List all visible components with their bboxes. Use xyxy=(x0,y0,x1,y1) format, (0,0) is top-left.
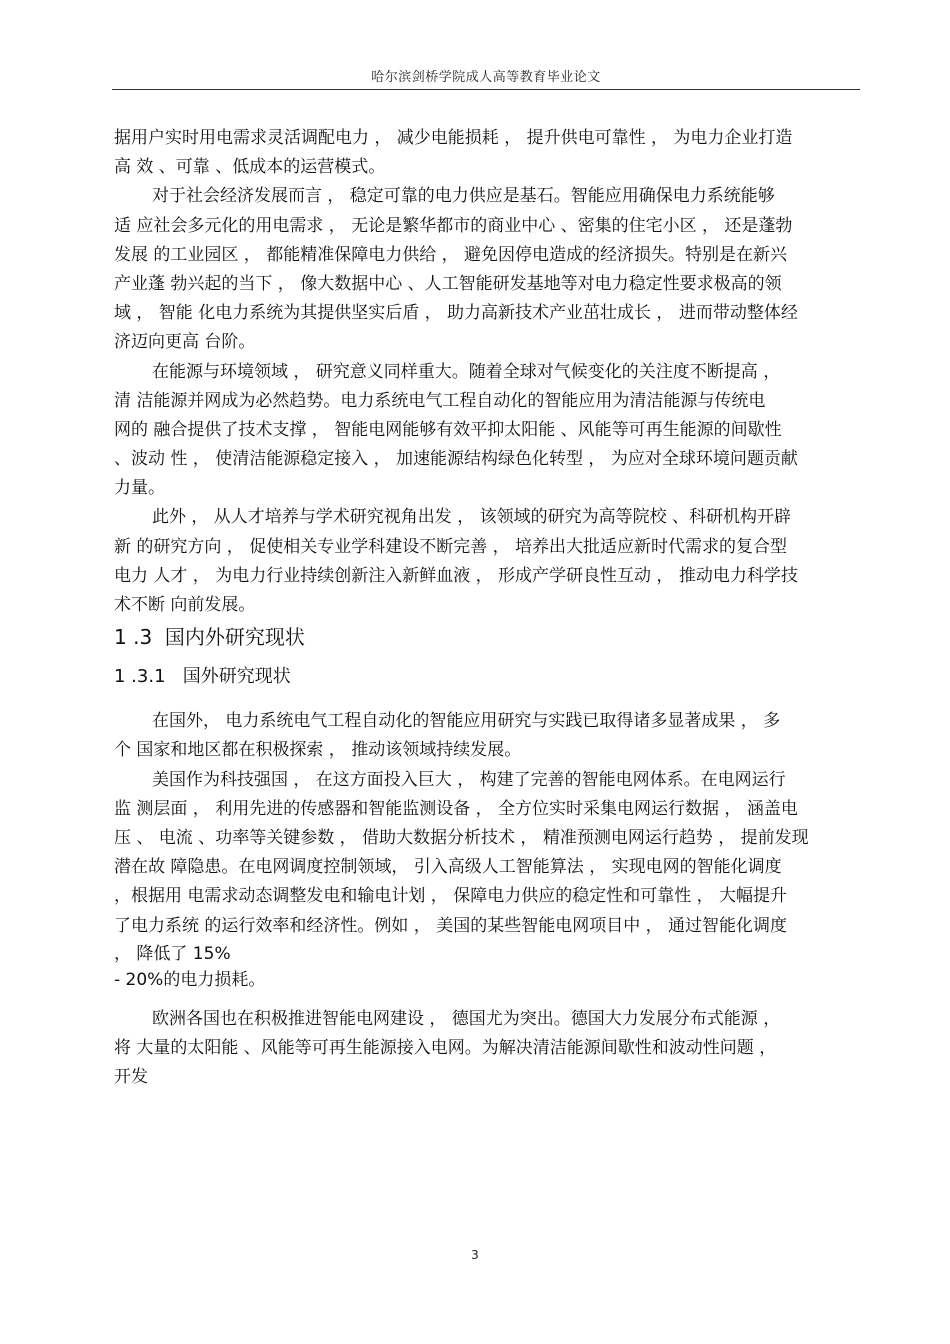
text-line: 将 大量的太阳能 、风能等可再生能源接入电网。为解决清洁能源间歇性和波动性问题 ， xyxy=(114,1037,777,1058)
body-text xyxy=(114,124,860,1092)
section-title: 国内外研究现状 xyxy=(164,625,305,650)
text-line: 济迈向更高 台阶。 xyxy=(114,332,256,353)
paragraph xyxy=(114,766,860,993)
text-line: 潜在故 障隐患。在电网调度控制领域， 引入高级人工智能算法 ， 实现电网的智能化调度 xyxy=(114,857,782,878)
text-line: 适 应社会多元化的用电需求 ， 无论是繁华都市的商业中心 、密集的住宅小区 ， 还是蓬勃 xyxy=(114,215,793,236)
paragraph xyxy=(114,503,860,620)
text-line: 术不断 向前发展。 xyxy=(114,595,256,615)
text-line: 美国作为科技强国 ， 在这方面投入巨大 ， 构建了完善的智能电网体系。在电网运行 xyxy=(152,769,786,790)
text-line: 开发 xyxy=(114,1067,148,1088)
paragraph xyxy=(114,124,860,182)
page-number: 3 xyxy=(471,1248,479,1262)
text-line: 了电力系统 的运行效率和经济性。例如 ， 美国的某些智能电网项目中 ， 通过智能化调度 xyxy=(114,915,788,936)
text-line: 压 、 电流 、功率等关键参数 ， 借助大数据分析技术 ， 精准预测电网运行趋势 ， 提前发现 xyxy=(114,827,809,848)
text-line: 发展 的工业园区 ， 都能精准保障电力供给 ， 避免因停电造成的经济损失。特别是在新兴 xyxy=(114,244,788,265)
text-line: - 20%的电力损耗。 xyxy=(114,969,266,990)
text-line: 个 国家和地区都在积极探索 ， 推动该领域持续发展。 xyxy=(114,740,522,761)
text-line: 力量。 xyxy=(114,478,165,499)
section-heading xyxy=(114,620,860,655)
paragraph xyxy=(114,182,860,357)
text-line: 域 ， 智能 化电力系统为其提供坚实后盾 ， 助力高新技术产业茁壮成长 ， 进而带动整体经 xyxy=(114,303,798,324)
subsection-title: 国外研究现状 xyxy=(182,666,291,688)
text-line: 对于社会经济发展而言 ， 稳定可靠的电力供应是基石。智能应用确保电力系统能够 xyxy=(152,186,775,207)
paragraph xyxy=(114,1005,860,1093)
text-line: ， 降低了 15% xyxy=(114,943,231,964)
section-number: 1 .3 xyxy=(114,625,153,650)
paragraph xyxy=(114,358,860,504)
text-line: 网的 融合提供了技术支撑 ， 智能电网能够有效平抑太阳能 、风能等可再生能源的间歇性 xyxy=(114,419,782,440)
text-line: 清 洁能源并网成为必然趋势。电力系统电气工程自动化的智能应用为清洁能源与传统电 xyxy=(114,390,766,411)
subsection-number: 1 .3.1 xyxy=(114,666,166,688)
text-line: 产业蓬 勃兴起的当下 ， 像大数据中心 、人工智能研发基地等对电力稳定性要求极高的领 xyxy=(114,273,782,294)
text-line: ，根据用 电需求动态调整发电和输电计划 ， 保障电力供应的稳定性和可靠性 ， 大幅提升 xyxy=(114,886,788,907)
subsection-heading xyxy=(114,655,860,695)
paragraph xyxy=(114,707,860,765)
text-line: 高 效 、可靠 、低成本的运营模式。 xyxy=(114,157,386,178)
text-line: 电力 人才 ， 为电力行业持续创新注入新鲜血液 ， 形成产学研良性互动 ， 推动电力科学技 xyxy=(114,565,798,586)
text-line: 据用户实时用电需求灵活调配电力 ， 减少电能损耗 ， 提升供电可靠性 ， 为电力企业打造 xyxy=(114,128,793,148)
running-header: 哈尔滨剑桥学院成人高等教育毕业论文 xyxy=(371,70,601,85)
text-line: 在国外， 电力系统电气工程自动化的智能应用研究与实践已取得诸多显著成果 ， 多 xyxy=(152,711,781,732)
header-rule xyxy=(112,89,860,90)
text-line: 此外 ， 从人才培养与学术研究视角出发 ， 该领域的研究为高等院校 、科研机构开辟 xyxy=(152,507,792,528)
text-line: 欧洲各国也在积极推进智能电网建设 ， 德国尤为突出。德国大力发展分布式能源 ， xyxy=(152,1008,781,1029)
text-line: 新 的研究方向 ， 促使相关专业学科建设不断完善 ， 培养出大批适应新时代需求的复合型 xyxy=(114,536,788,557)
text-line: 、波动 性 ， 使清洁能源稳定接入 ， 加速能源结构绿色化转型 ， 为应对全球环境问题贡献 xyxy=(114,449,798,470)
text-line: 在能源与环境领域 ， 研究意义同样重大。随着全球对气候变化的关注度不断提高 ， xyxy=(152,361,781,382)
text-line: 监 测层面 ， 利用先进的传感器和智能监测设备 ， 全方位实时采集电网运行数据 ， 涵盖电 xyxy=(114,798,798,819)
